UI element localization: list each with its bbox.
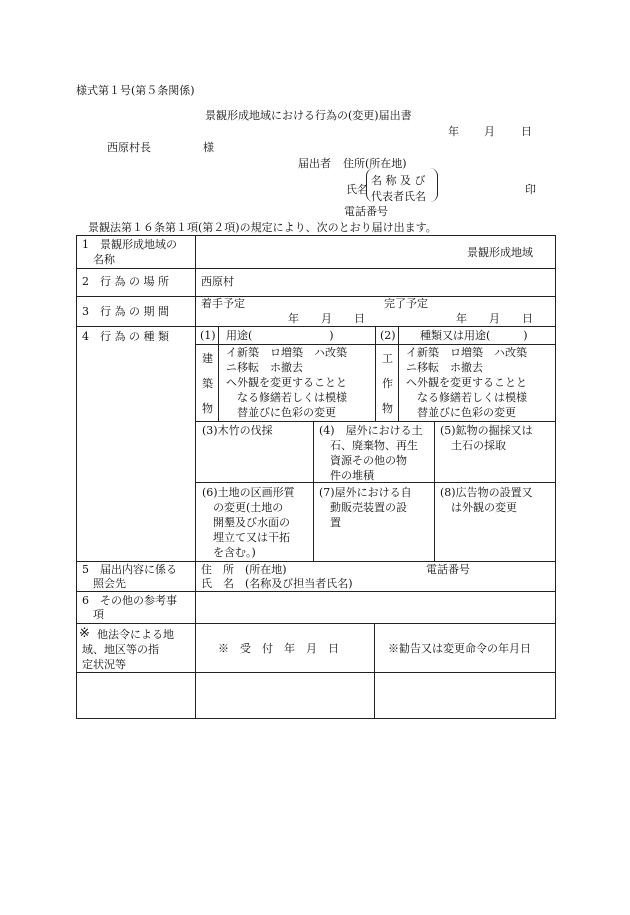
notifier-name-label: 氏名 <box>346 183 368 196</box>
c6-line5: を含む。) <box>202 546 256 559</box>
row-line <box>76 561 556 562</box>
row7-label-line2: 域、地区等の指 <box>82 643 159 656</box>
b2-side2: 作 <box>382 377 393 390</box>
cell-divider <box>218 326 219 421</box>
row3-end-date: 年 月 日 <box>456 312 533 325</box>
b2-side3: 物 <box>382 402 393 415</box>
b2-side1: 工 <box>382 352 393 365</box>
c4-line3: 資源その他の物 <box>319 454 407 467</box>
c4-line2: 石、廃棄物、再生 <box>319 439 418 452</box>
date-month: 月 <box>484 125 495 138</box>
addressee-name: 西原村長 <box>107 141 151 154</box>
c6-line1: (6)土地の区画形質 <box>202 486 295 499</box>
date-day: 日 <box>521 125 532 138</box>
b2-item5: 替並びに色彩の変更 <box>406 406 516 419</box>
b2-number: (2) <box>380 329 396 342</box>
row3-start-date: 年 月 日 <box>288 312 365 325</box>
advice-date-label: ※勧告又は変更命令の年月日 <box>388 642 531 655</box>
row-line <box>76 591 556 592</box>
b1-item3: ヘ外観を変更することと <box>226 376 347 389</box>
b2-use: 種類又は用途( ) <box>420 329 528 342</box>
form-title: 景観形成地域における行為の(変更)届出書 <box>205 109 412 122</box>
row-line <box>195 482 556 483</box>
cell-divider <box>398 326 399 421</box>
b1-side2: 築 <box>202 377 213 390</box>
b2-item1: イ新築 ロ増築 ハ改築 <box>406 346 527 359</box>
row1-label-line1: 1 景観形成地域の <box>82 238 177 251</box>
row5-label-line2: 照会先 <box>82 577 126 590</box>
c7-line1: (7)屋外における自 <box>319 486 412 499</box>
row3-end-label: 完了予定 <box>384 297 428 310</box>
addressee-suffix: 様 <box>203 141 214 154</box>
row6-label-line1: 6 その他の参考事 <box>82 594 177 607</box>
date-year: 年 <box>448 125 459 138</box>
cell-divider <box>434 421 435 561</box>
table-border-left <box>76 235 77 719</box>
row1-label-line2: 名称 <box>82 253 115 266</box>
row-line <box>76 268 556 269</box>
intro-text: 景観法第１６条第１項(第２項)の規定により、次のとおり届け出ます。 <box>88 221 437 234</box>
table-border-right <box>555 235 556 719</box>
row3-start-label: 着手予定 <box>201 297 245 310</box>
c7-line2: 動販売装置の設 <box>319 501 407 514</box>
row-line <box>76 623 556 624</box>
seal-mark: 印 <box>525 183 536 196</box>
row5-address: 住 所 (所在地) <box>201 563 287 576</box>
row-line <box>76 672 556 673</box>
notifier-phone: 電話番号 <box>344 205 388 218</box>
b1-item2: ニ移転 ホ撤去 <box>226 361 303 374</box>
row-line <box>76 326 556 327</box>
b1-item4: なる修繕若しくは模様 <box>226 391 347 404</box>
row5-phone: 電話番号 <box>426 563 470 576</box>
cell-line <box>195 344 556 345</box>
row-line <box>76 235 556 236</box>
c4-line4: 件の堆積 <box>319 469 374 482</box>
c3-line1: (3)木竹の伐採 <box>202 424 273 437</box>
notifier-label: 届出者 <box>298 157 331 170</box>
row4-label: 4 行 為 の 種 類 <box>82 330 169 343</box>
table-label-divider <box>195 235 196 719</box>
c6-line4: 埋立て又は干拓 <box>202 531 290 544</box>
c6-line3: 開墾及び水面の <box>202 516 290 529</box>
row3-label: 3 行 為 の 期 間 <box>82 305 169 318</box>
row7-mark: ※ <box>79 626 90 641</box>
b1-number: (1) <box>200 329 216 342</box>
receipt-date-label: ※ 受 付 年 月 日 <box>218 642 339 655</box>
cell-divider <box>374 623 375 718</box>
c4-line1: (4) 屋外における土 <box>319 424 423 437</box>
b1-use: 用途( ) <box>226 329 334 342</box>
b2-item3: ヘ外観を変更することと <box>406 376 527 389</box>
row5-name: 氏 名 (名称及び担当者氏名) <box>201 577 353 590</box>
c5-line2: 土石の採取 <box>440 439 506 452</box>
row2-value: 西原村 <box>201 275 234 288</box>
name-bracket-line1: 名 称 及 び <box>371 174 426 187</box>
b1-side3: 物 <box>202 402 213 415</box>
c8-line1: (8)広告物の設置又 <box>440 486 533 499</box>
row5-label-line1: 5 届出内容に係る <box>82 563 177 576</box>
b1-item1: イ新築 ロ増築 ハ改築 <box>226 346 347 359</box>
row1-value: 景観形成地域 <box>467 246 533 259</box>
row6-label-line2: 項 <box>82 608 104 621</box>
form-number: 様式第１号(第５条関係) <box>76 84 195 97</box>
b1-item5: 替並びに色彩の変更 <box>226 406 336 419</box>
row7-label-line1: 他法令による地 <box>97 628 174 641</box>
c6-line2: の変更(土地の <box>202 501 284 514</box>
row-line <box>76 296 556 297</box>
cell-divider <box>375 326 376 421</box>
row7-label-line3: 定状況等 <box>82 658 126 671</box>
c5-line1: (5)鉱物の掘採又は <box>440 424 533 437</box>
c7-line3: 置 <box>319 516 341 529</box>
b2-item2: ニ移転 ホ撤去 <box>406 361 483 374</box>
c8-line2: は外観の変更 <box>440 501 517 514</box>
cell-divider <box>313 421 314 561</box>
b1-side1: 建 <box>202 352 213 365</box>
notifier-address: 住所(所在地) <box>343 157 407 170</box>
row-line <box>195 421 556 422</box>
row-line <box>76 718 556 719</box>
b2-item4: なる修繕若しくは模様 <box>406 391 527 404</box>
name-bracket-line2: 代表者氏名 <box>371 190 426 203</box>
row2-label: 2 行 為 の 場 所 <box>82 275 169 288</box>
